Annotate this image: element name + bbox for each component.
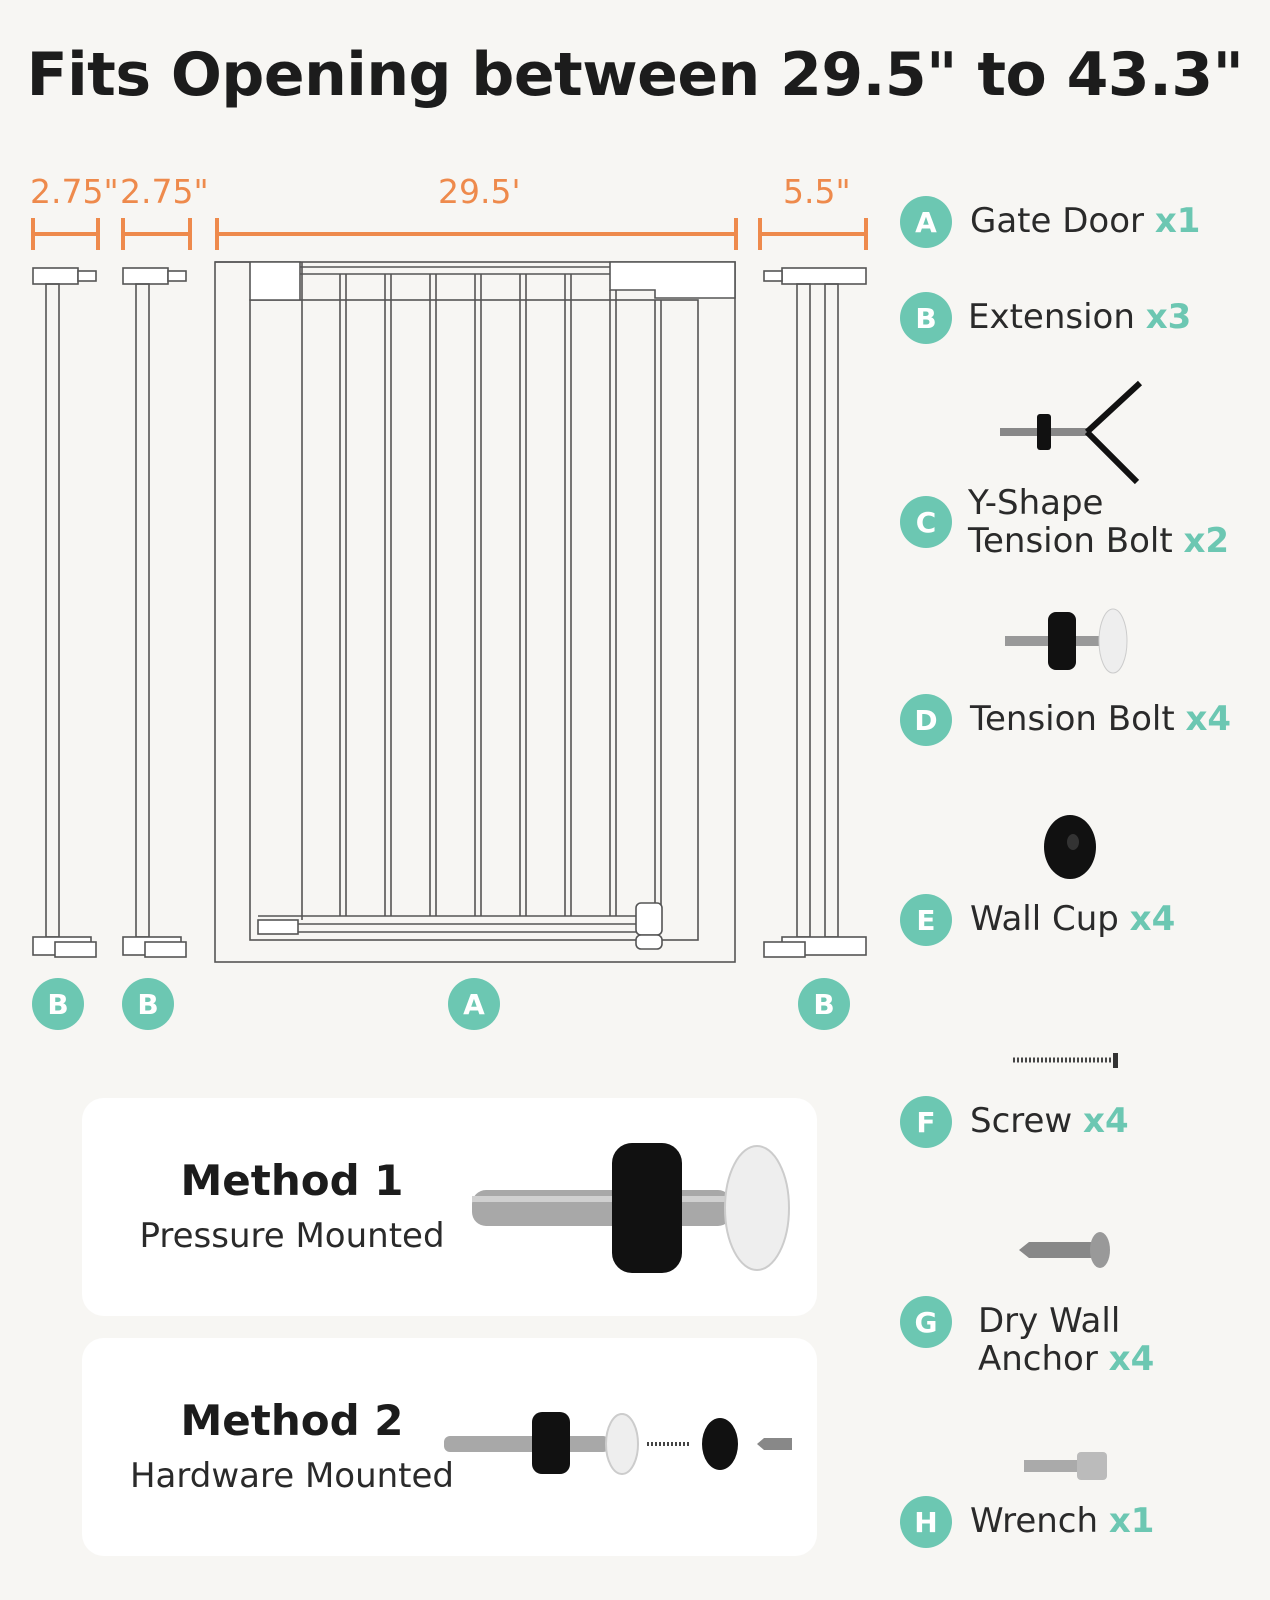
part-name: Tension Bolt: [970, 699, 1175, 739]
tension-bolt-icon: [1003, 606, 1133, 676]
dimension-extension-3: 5.5": [783, 172, 851, 211]
extension-1-drawing: [33, 268, 96, 957]
diagram-badge-b1: B: [32, 978, 84, 1030]
part-qty: x1: [1108, 1501, 1155, 1541]
part-badge-a: A: [900, 196, 952, 248]
part-qty: x4: [1129, 899, 1176, 939]
diagram-badge-b3: B: [798, 978, 850, 1030]
part-label-gate-door: [970, 202, 1200, 240]
part-badge-f: F: [900, 1096, 952, 1148]
part-label-dry-wall-anchor: [978, 1302, 1154, 1378]
part-label-y-shape-tension-bolt: [968, 484, 1229, 560]
part-qty: x4: [1083, 1101, 1129, 1141]
wall-cup-icon: [1040, 812, 1100, 882]
gate-diagram: [0, 0, 880, 1000]
part-badge-g: G: [900, 1296, 952, 1348]
diagram-badge-a: A: [448, 978, 500, 1030]
wrench-icon: [1022, 1448, 1112, 1484]
method-1-card: [82, 1098, 817, 1316]
part-badge-c: C: [900, 496, 952, 548]
page-title: Fits Opening between 29.5" to 43.3": [26, 40, 1244, 110]
part-qty: x3: [1145, 297, 1192, 337]
part-name: Extension: [968, 297, 1135, 337]
part-label-screw: [970, 1102, 1129, 1140]
method-1-subtitle: Pressure Mounted: [139, 1216, 445, 1256]
part-label-wrench: [970, 1502, 1154, 1540]
method-2-subtitle: Hardware Mounted: [129, 1456, 455, 1496]
dimension-lines: [33, 218, 866, 250]
part-label-tension-bolt: [970, 700, 1231, 738]
part-name-line2: Tension Bolt: [968, 521, 1173, 561]
part-badge-e: E: [900, 894, 952, 946]
method-2-title: Method 2: [180, 1396, 404, 1445]
part-label-extension: [968, 298, 1191, 336]
extension-2-drawing: [123, 268, 186, 957]
part-badge-b: B: [900, 292, 952, 344]
part-qty: x4: [1185, 699, 1232, 739]
part-badge-h: H: [900, 1496, 952, 1548]
dry-wall-anchor-icon: [1015, 1228, 1115, 1272]
part-name: Wall Cup: [970, 899, 1119, 939]
pressure-mount-bolt-icon: [467, 1138, 797, 1278]
part-badge-d: D: [900, 694, 952, 746]
dimension-extension-1: 2.75": [30, 172, 119, 211]
part-name-line2: Anchor: [978, 1339, 1098, 1379]
part-name: Screw: [970, 1101, 1073, 1141]
part-name-line1: Y-Shape: [968, 483, 1104, 523]
part-name: Gate Door: [970, 201, 1145, 241]
part-label-wall-cup: [970, 900, 1175, 938]
dimension-extension-2: 2.75": [120, 172, 209, 211]
extension-3-drawing: [764, 268, 866, 957]
dimension-gate: 29.5': [438, 172, 521, 211]
part-name: Wrench: [970, 1501, 1099, 1541]
diagram-badge-b2: B: [122, 978, 174, 1030]
method-2-card: [82, 1338, 817, 1556]
part-qty: x4: [1108, 1339, 1155, 1379]
screw-icon: [1008, 1050, 1128, 1070]
part-qty: x1: [1154, 201, 1201, 241]
part-qty: x2: [1183, 521, 1230, 561]
part-name-line1: Dry Wall: [978, 1301, 1121, 1341]
method-1-title: Method 1: [180, 1156, 404, 1205]
y-shape-tension-bolt-icon: [995, 378, 1145, 488]
gate-door-drawing: [215, 262, 735, 962]
hardware-mount-parts-icon: [442, 1398, 802, 1488]
